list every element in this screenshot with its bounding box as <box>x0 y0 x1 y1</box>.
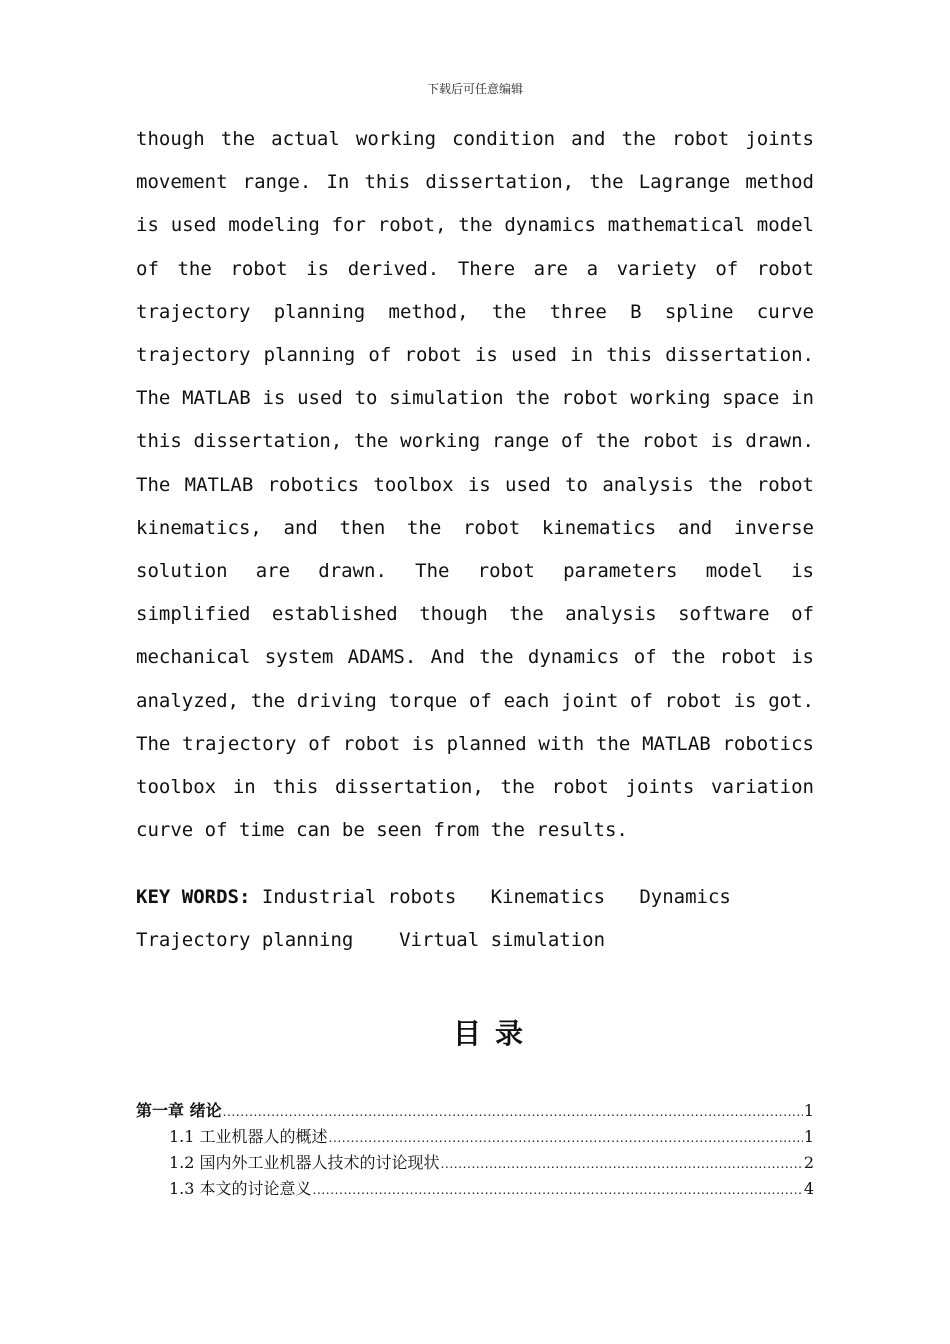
keyword-item: Kinematics <box>490 886 606 908</box>
table-of-contents <box>136 1098 814 1202</box>
toc-leader-dots <box>223 1099 803 1125</box>
keywords-label: KEY WORDS: <box>136 886 251 908</box>
toc-entry-section-1-1[interactable] <box>136 1124 814 1150</box>
toc-page-number: 2 <box>803 1153 814 1172</box>
page-header: 下载后可任意编辑 <box>426 82 523 96</box>
toc-leader-dots <box>313 1177 803 1203</box>
toc-page-number: 1 <box>803 1101 814 1120</box>
keyword-item: Virtual simulation <box>399 929 606 952</box>
toc-entry-section-1-3[interactable] <box>136 1176 814 1202</box>
toc-entry-label: 1.3 本文的讨论意义 <box>169 1179 312 1198</box>
toc-title: 目录 <box>452 1017 537 1050</box>
keyword-item: Dynamics <box>639 886 731 908</box>
toc-entry-chapter-1[interactable] <box>136 1098 814 1124</box>
abstract-paragraph: though the actual working condition and the robot joints movement range. In this dissertation, the Lagrange method is used modeling for robot, the dynamics mathematical model of the robot is derived. There are a variety of robot trajectory planning method, the three B spline curve trajectory planning of robot is used in this dissertation. The MATLAB is used to simulation the robot working space in this dissertation, the working range of the robot is drawn. The MATLAB robotics toolbox is used to analysis the robot kinematics, and then the robot kinematics and inverse solution are drawn. The robot parameters model is simplified established though the analysis software of mechanical system ADAMS. And the dynamics of the robot is analyzed, the driving torque of each joint of robot is got. The trajectory of robot is planned with the MATLAB robotics toolbox in this dissertation, the robot joints variation curve of time can be seen from the results. <box>136 128 814 842</box>
keywords-section <box>136 876 814 962</box>
toc-entry-label: 1.1 工业机器人的概述 <box>169 1127 328 1146</box>
toc-entry-label: 1.2 国内外工业机器人技术的讨论现状 <box>169 1153 440 1172</box>
keyword-item: Trajectory planning <box>136 929 354 952</box>
keyword-item: Industrial robots <box>261 886 457 908</box>
toc-page-number: 4 <box>803 1179 814 1198</box>
toc-page-number: 1 <box>803 1127 814 1146</box>
toc-entry-section-1-2[interactable] <box>136 1150 814 1176</box>
toc-leader-dots <box>441 1151 803 1177</box>
toc-entry-label: 第一章 绪论 <box>136 1101 222 1120</box>
toc-leader-dots <box>329 1125 803 1151</box>
abstract-body <box>136 118 814 852</box>
